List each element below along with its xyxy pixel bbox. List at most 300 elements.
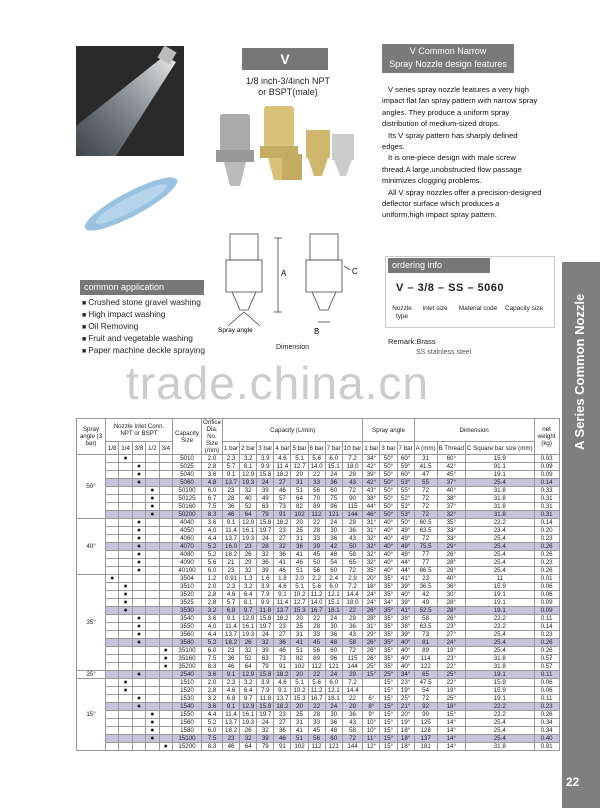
series-badge: V	[242, 48, 328, 70]
cell-capacity: 73	[274, 655, 291, 663]
cell-capacity: 9.9	[257, 599, 274, 607]
cell-capacity: 5.7	[223, 599, 240, 607]
cell-capacity: 32	[240, 487, 257, 495]
cell-net-weight: 0.01	[534, 575, 559, 583]
cell-capacity: 121	[325, 743, 342, 751]
cell-spray-angle-value: 49°	[397, 527, 414, 535]
cell-inlet	[159, 567, 172, 575]
cell-capacity: 9.1	[274, 591, 291, 599]
cell-inlet	[146, 471, 159, 479]
cell-inlet: ●	[119, 583, 132, 591]
cell-capacity: 7.2	[342, 455, 363, 463]
nozzle-product-photo	[206, 100, 362, 196]
cell-inlet	[159, 607, 172, 615]
cell-inlet: ●	[159, 655, 172, 663]
cell-spray-angle-value: 34°	[380, 599, 397, 607]
cell-capacity-size: 5025	[173, 463, 202, 471]
cell-capacity: 0.91	[223, 575, 240, 583]
cell-capacity-size: 35200	[173, 663, 202, 671]
cell-capacity: 36	[223, 655, 240, 663]
cell-inlet: ●	[132, 527, 145, 535]
cell-inlet	[159, 519, 172, 527]
cell-spray-angle: 35°	[77, 575, 106, 671]
cell-capacity: 7.2	[342, 679, 363, 687]
cell-inlet	[159, 495, 172, 503]
cell-capacity: 52	[240, 503, 257, 511]
cell-inlet	[146, 647, 159, 655]
cell-dim-a: 122	[414, 663, 437, 671]
cell-inlet	[159, 623, 172, 631]
cell-spray-angle-value: 49°	[397, 535, 414, 543]
table-row	[77, 479, 560, 487]
cell-capacity: 18.0	[342, 463, 363, 471]
cell-dim-c: 31.8	[465, 495, 534, 503]
cell-capacity-size: 5060	[173, 479, 202, 487]
cell-orifice: 6.0	[202, 727, 223, 735]
cell-dim-b: 19°	[437, 687, 465, 695]
cell-inlet	[106, 495, 119, 503]
cell-spray-angle: 15°	[77, 679, 106, 751]
cell-spray-angle-value: 26°	[363, 655, 380, 663]
cell-dim-c: 31.8	[465, 487, 534, 495]
table-row	[77, 487, 560, 495]
cell-capacity: 32	[257, 727, 274, 735]
cell-capacity: 7.9	[257, 687, 274, 695]
cell-spray-angle-value: 40°	[380, 527, 397, 535]
cell-capacity: 65	[342, 559, 363, 567]
cell-spray-angle-value: 20°	[397, 711, 414, 719]
cell-spray-angle-value: 40°	[397, 591, 414, 599]
cell-capacity: 32	[257, 551, 274, 559]
cell-capacity: 31	[291, 631, 308, 639]
cell-dim-a: 52.5	[414, 607, 437, 615]
cell-inlet	[119, 519, 132, 527]
cell-capacity: 48	[325, 727, 342, 735]
cell-inlet	[119, 639, 132, 647]
table-row	[77, 599, 560, 607]
code-type: V	[396, 282, 404, 294]
cell-capacity: 91	[274, 743, 291, 751]
cell-capacity: 39	[308, 543, 325, 551]
cell-dim-b: 14°	[437, 727, 465, 735]
cell-capacity: 18.2	[223, 727, 240, 735]
cell-dim-b: 26°	[437, 615, 465, 623]
cell-spray-angle-value: 35°	[380, 639, 397, 647]
cell-capacity-size: 3520	[173, 591, 202, 599]
cell-inlet	[106, 663, 119, 671]
cell-capacity: 32	[274, 543, 291, 551]
cell-inlet	[132, 727, 145, 735]
cell-capacity: 18.2	[274, 671, 291, 679]
cell-inlet: ●	[132, 703, 145, 711]
cell-inlet: ●	[132, 639, 145, 647]
cell-dim-a: 72	[414, 535, 437, 543]
cell-spray-angle-value: 40°	[397, 655, 414, 663]
cell-net-weight: 0.40	[534, 735, 559, 743]
cell-inlet	[119, 535, 132, 543]
cell-capacity: 16.7	[308, 607, 325, 615]
feature-paragraph: V series spray nozzle features a very high impact flat fan spray pattern with narrow spray angles. They produce a uniform spray distribution of medium-sized drops.	[382, 85, 538, 129]
cell-inlet	[132, 711, 145, 719]
cell-capacity: 21	[223, 559, 240, 567]
cell-spray-angle-value: 32°	[363, 559, 380, 567]
cell-inlet	[119, 647, 132, 655]
cell-capacity: 39	[257, 487, 274, 495]
cell-inlet	[146, 583, 159, 591]
cell-capacity: 13.7	[223, 535, 240, 543]
cell-spray-angle-value: 40°	[380, 519, 397, 527]
cell-capacity: 70	[308, 495, 325, 503]
cell-orifice: 2.8	[202, 591, 223, 599]
cell-capacity: 29	[342, 671, 363, 679]
cell-net-weight: 0.26	[534, 567, 559, 575]
cell-capacity: 23	[240, 543, 257, 551]
cell-capacity: 25	[291, 623, 308, 631]
application-item: ■ High impact washing	[82, 309, 205, 321]
cell-spray-angle-value: 35°	[380, 615, 397, 623]
cell-inlet	[119, 615, 132, 623]
cell-inlet	[119, 623, 132, 631]
cell-orifice: 8.3	[202, 743, 223, 751]
cell-inlet	[106, 615, 119, 623]
cell-dim-a: 63.5	[414, 623, 437, 631]
cell-inlet	[106, 559, 119, 567]
cell-dim-b: 30°	[437, 591, 465, 599]
label-c: C	[352, 267, 358, 276]
cell-dim-a: 47	[414, 471, 437, 479]
cell-orifice: 6.7	[202, 495, 223, 503]
header-capacity: Capacity (L/min)	[223, 419, 363, 442]
cell-capacity: 24	[325, 671, 342, 679]
cell-net-weight: 0.26	[534, 543, 559, 551]
table-row	[77, 671, 560, 679]
cell-inlet	[159, 559, 172, 567]
cell-capacity: 1.6	[257, 575, 274, 583]
cell-capacity: 57	[274, 495, 291, 503]
cell-capacity: 58	[342, 727, 363, 735]
cell-capacity: 49	[257, 495, 274, 503]
cell-capacity: 2.4	[325, 575, 342, 583]
cell-capacity: 30	[325, 527, 342, 535]
cell-net-weight: 0.14	[534, 519, 559, 527]
cell-inlet	[159, 679, 172, 687]
cell-spray-angle-value: 15°	[380, 727, 397, 735]
cell-capacity: 64	[291, 495, 308, 503]
spray-photo	[76, 46, 184, 156]
cell-capacity: 39	[257, 735, 274, 743]
cell-capacity-size: 4040	[173, 519, 202, 527]
remark-stainless: SS stainless steel	[416, 349, 472, 356]
cell-spray-angle-value: 38°	[397, 615, 414, 623]
page-number: 22	[566, 775, 580, 789]
cell-capacity: 12.1	[325, 687, 342, 695]
cell-capacity: 56	[308, 735, 325, 743]
cell-spray-angle-value: 53°	[397, 511, 414, 519]
header-inlet-size: 1/8	[106, 442, 119, 455]
header-dimension: Dimension	[414, 419, 534, 442]
cell-net-weight: 0.23	[534, 631, 559, 639]
cell-capacity-size: 3560	[173, 631, 202, 639]
header-inlet-size: 3/8	[132, 442, 145, 455]
cell-dim-c: 22.2	[465, 623, 534, 631]
cell-spray-angle-value: 24°	[363, 599, 380, 607]
cell-capacity: 45	[308, 727, 325, 735]
cell-dim-b: 25°	[437, 671, 465, 679]
cell-capacity: 79	[257, 743, 274, 751]
cell-inlet	[132, 743, 145, 751]
cell-capacity: 121	[325, 663, 342, 671]
cell-spray-angle-value: 28°	[363, 615, 380, 623]
cell-dim-b: 36°	[437, 583, 465, 591]
cell-inlet	[119, 471, 132, 479]
cell-capacity: 22	[308, 615, 325, 623]
cell-inlet	[132, 455, 145, 463]
cell-dim-c: 31.8	[465, 663, 534, 671]
cell-inlet	[146, 599, 159, 607]
cell-spray-angle-value: 38°	[363, 495, 380, 503]
cell-inlet	[106, 679, 119, 687]
cell-capacity-size: 5010	[173, 455, 202, 463]
cell-capacity: 22	[308, 703, 325, 711]
cell-inlet	[159, 599, 172, 607]
cell-spray-angle-value: 35°	[380, 591, 397, 599]
cell-capacity: 82	[291, 655, 308, 663]
cell-spray-angle-value: 15°	[380, 703, 397, 711]
cell-orifice: 7.5	[202, 503, 223, 511]
cell-capacity: 22	[308, 519, 325, 527]
cell-capacity: 12.9	[240, 703, 257, 711]
application-list	[82, 297, 205, 357]
cell-capacity: 36	[342, 711, 363, 719]
cell-inlet	[106, 711, 119, 719]
cell-inlet	[106, 703, 119, 711]
cell-capacity-size: 4080	[173, 551, 202, 559]
cell-capacity: 12.9	[240, 471, 257, 479]
cell-capacity: 9.7	[240, 607, 257, 615]
cell-inlet	[132, 583, 145, 591]
cell-capacity: 15.3	[291, 695, 308, 703]
cell-dim-b: 19°	[437, 647, 465, 655]
cell-capacity: 51	[291, 735, 308, 743]
cell-dim-a: 90	[414, 711, 437, 719]
cell-dim-b: 28°	[437, 607, 465, 615]
cell-capacity: 29	[342, 471, 363, 479]
cell-capacity: 63	[257, 503, 274, 511]
cell-capacity: 11.2	[308, 687, 325, 695]
cell-net-weight: 0.14	[534, 623, 559, 631]
cell-inlet: ●	[119, 679, 132, 687]
cell-dim-a: 60.5	[414, 519, 437, 527]
cell-capacity: 5.6	[308, 679, 325, 687]
cell-net-weight: 0.57	[534, 655, 559, 663]
cell-dim-a: 41.5	[414, 463, 437, 471]
cell-capacity: 13.7	[223, 719, 240, 727]
cell-capacity-size: 4050	[173, 527, 202, 535]
cell-inlet	[159, 639, 172, 647]
cell-capacity: 10.2	[291, 687, 308, 695]
cell-inlet	[132, 647, 145, 655]
cell-capacity: 2.9	[342, 575, 363, 583]
cell-capacity: 23	[223, 647, 240, 655]
cell-capacity: 19.7	[257, 623, 274, 631]
cell-capacity: 45	[308, 551, 325, 559]
cell-dim-b: 60°	[437, 455, 465, 463]
cell-orifice: 3.2	[202, 607, 223, 615]
cell-dim-c: 15.9	[465, 679, 534, 687]
cell-dim-a: 72	[414, 503, 437, 511]
cell-capacity: 16.1	[240, 711, 257, 719]
cell-inlet	[146, 655, 159, 663]
cell-capacity-size: 15200	[173, 743, 202, 751]
cell-capacity: 72	[342, 487, 363, 495]
cell-capacity: 51	[291, 567, 308, 575]
cell-capacity: 29	[342, 615, 363, 623]
cell-capacity: 27	[274, 535, 291, 543]
cell-net-weight: 0.34	[534, 719, 559, 727]
cell-inlet	[106, 519, 119, 527]
cell-capacity: 29	[342, 519, 363, 527]
cell-net-weight: 0.26	[534, 551, 559, 559]
cell-capacity: 60	[325, 567, 342, 575]
cell-dim-b: 32°	[437, 511, 465, 519]
cell-net-weight: 0.20	[534, 527, 559, 535]
cell-spray-angle-value: 40°	[397, 647, 414, 655]
cell-dim-c: 15.9	[465, 583, 534, 591]
application-item: ■ Fruit and vegetable washing	[82, 333, 205, 345]
cell-capacity: 11.8	[257, 607, 274, 615]
cell-dim-c: 19.1	[465, 471, 534, 479]
cell-capacity: 23	[274, 711, 291, 719]
cell-inlet	[106, 687, 119, 695]
cell-capacity: 11.4	[223, 711, 240, 719]
cell-dim-a: 77	[414, 551, 437, 559]
cell-orifice: 2.8	[202, 687, 223, 695]
cell-capacity: 52	[240, 655, 257, 663]
features-title	[382, 44, 514, 73]
cell-capacity: 2.3	[223, 583, 240, 591]
cell-capacity: 102	[291, 663, 308, 671]
cell-spray-angle-value: 18°	[397, 727, 414, 735]
cell-inlet	[132, 735, 145, 743]
cell-capacity: 43	[342, 631, 363, 639]
cell-inlet	[132, 503, 145, 511]
table-row	[77, 735, 560, 743]
cell-capacity: 112	[308, 511, 325, 519]
table-row	[77, 575, 560, 583]
cell-capacity: 12.7	[291, 463, 308, 471]
cell-inlet	[119, 743, 132, 751]
cell-capacity: 60	[325, 647, 342, 655]
cell-inlet	[159, 551, 172, 559]
cell-net-weight: 0.31	[534, 511, 559, 519]
cell-spray-angle-value: 10°	[363, 719, 380, 727]
cell-orifice: 5.2	[202, 719, 223, 727]
cell-inlet	[106, 591, 119, 599]
cell-spray-angle-value: 26°	[363, 647, 380, 655]
cell-capacity: 4.6	[274, 455, 291, 463]
cell-spray-angle-value: 25°	[397, 695, 414, 703]
cell-orifice: 2.0	[202, 679, 223, 687]
table-row	[77, 679, 560, 687]
cell-dim-c: 25.4	[465, 727, 534, 735]
header-pressure: 2 bar	[240, 442, 257, 455]
cell-capacity: 60	[325, 735, 342, 743]
cell-inlet	[132, 575, 145, 583]
cell-spray-angle-value: 23°	[397, 679, 414, 687]
cell-capacity: 24	[257, 631, 274, 639]
cell-spray-angle-value: 40°	[380, 559, 397, 567]
table-row	[77, 607, 560, 615]
cell-inlet: ●	[159, 647, 172, 655]
cell-spray-angle-value: 21°	[397, 703, 414, 711]
cell-spray-angle-value: 35°	[363, 567, 380, 575]
cell-capacity: 18.2	[223, 551, 240, 559]
cell-capacity: 24	[325, 703, 342, 711]
cell-dim-a: 72	[414, 695, 437, 703]
header-pressure: 10 bar	[342, 442, 363, 455]
cell-inlet	[119, 503, 132, 511]
cell-net-weight: 0.23	[534, 703, 559, 711]
cell-inlet: ●	[132, 551, 145, 559]
feature-paragraph: Its V spray pattern has sharply defined edges.	[382, 130, 518, 152]
cell-capacity: 19.3	[240, 719, 257, 727]
feature-paragraph: All V spray nozzles offer a precision-designed deflector surface which produces a uniform,high impact spray pattern.	[382, 187, 542, 220]
cell-spray-angle-value: 60°	[397, 471, 414, 479]
cell-spray-angle-value: 50°	[380, 503, 397, 511]
cell-inlet	[159, 695, 172, 703]
cell-capacity: 73	[274, 503, 291, 511]
size-line-2: or BSPT(male)	[258, 87, 318, 97]
cell-capacity-size: 1560	[173, 719, 202, 727]
cell-capacity: 33	[308, 535, 325, 543]
feature-paragraph: It is one-piece design with male screw thread.A large,unobstructed flow passage minimizes clogging problems.	[382, 153, 522, 186]
dimension-label: Dimension	[276, 344, 310, 351]
cell-capacity: 18.0	[342, 599, 363, 607]
header-spray-angle: Spray angle (3 bar)	[77, 419, 106, 455]
cell-dim-a: 89	[414, 647, 437, 655]
cell-capacity: 3.9	[257, 583, 274, 591]
cell-spray-angle-value: 15°	[380, 743, 397, 751]
cell-spray-angle-value: 25°	[380, 671, 397, 679]
cell-capacity: 4.6	[274, 583, 291, 591]
cell-inlet	[106, 719, 119, 727]
table-row	[77, 687, 560, 695]
cell-capacity: 18.2	[274, 703, 291, 711]
cell-capacity: 7.9	[257, 591, 274, 599]
cell-capacity: 3.2	[240, 455, 257, 463]
cell-spray-angle-value: 49°	[397, 551, 414, 559]
cell-capacity: 12.9	[240, 671, 257, 679]
cell-spray-angle-value: 50°	[397, 519, 414, 527]
cell-orifice: 2.0	[202, 583, 223, 591]
cell-inlet	[146, 551, 159, 559]
application-item: ■ Crushed stone gravel washing	[82, 297, 205, 309]
cell-orifice: 5.2	[202, 639, 223, 647]
cell-inlet	[119, 487, 132, 495]
cell-net-weight: 0.23	[534, 535, 559, 543]
cell-capacity: 112	[308, 743, 325, 751]
cell-inlet: ●	[119, 455, 132, 463]
cell-capacity-size: 3580	[173, 639, 202, 647]
cell-dim-c: 25.4	[465, 543, 534, 551]
cell-capacity: 46	[223, 511, 240, 519]
cell-capacity-size: 3540	[173, 615, 202, 623]
cell-capacity: 56	[308, 487, 325, 495]
cell-orifice: 7.5	[202, 735, 223, 743]
cell-capacity: 42	[325, 543, 342, 551]
cell-inlet: ●	[106, 575, 119, 583]
header-pressure: 6 bar	[308, 442, 325, 455]
